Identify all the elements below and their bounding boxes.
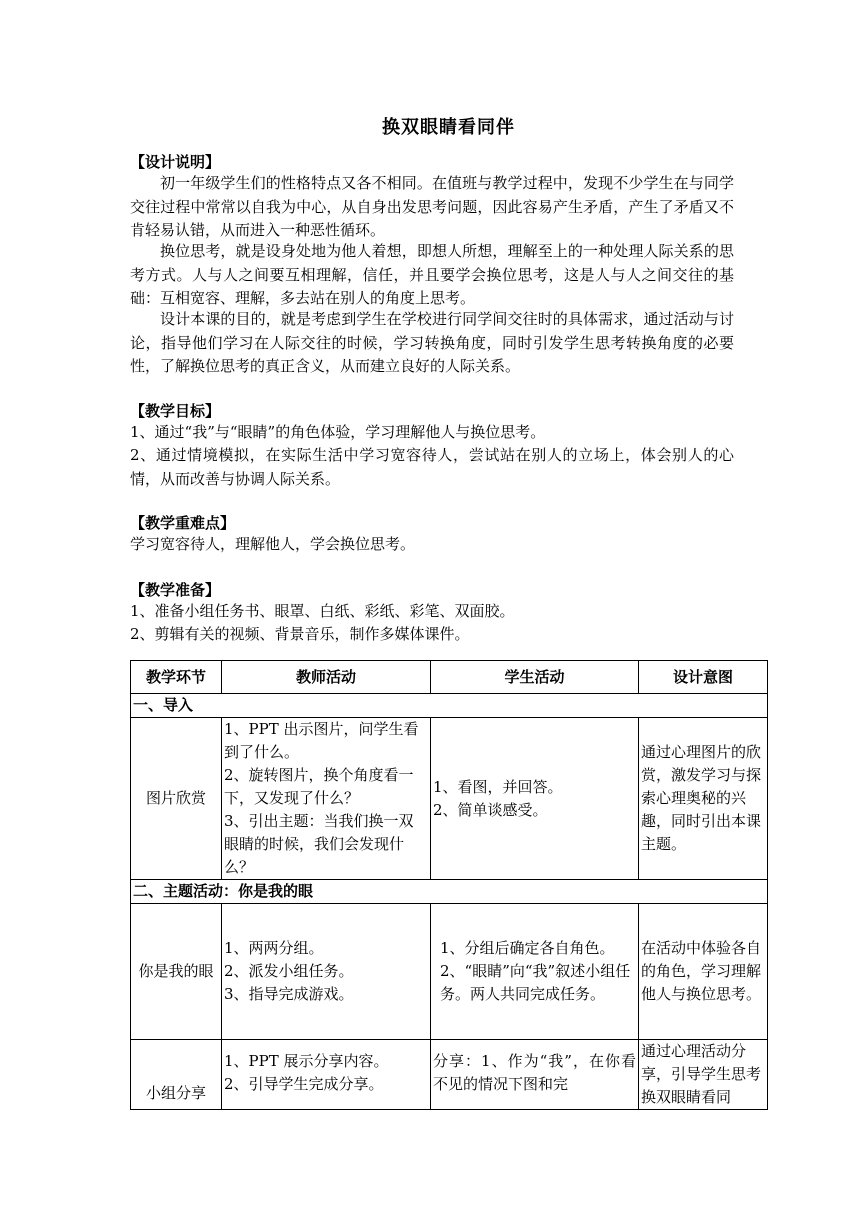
- student-line: 2、“眼睛”向“我”叙述小组任务。两人共同完成任务。: [440, 962, 631, 1003]
- teacher-line: 1、PPT 出示图片，问学生看到了什么。: [224, 720, 419, 761]
- table-row: [131, 718, 768, 880]
- key-points-heading: 【教学重难点】: [130, 514, 236, 532]
- section-row-main-activity: [131, 880, 768, 904]
- prep-item-2: 2、剪辑有关的视频、背景音乐，制作多媒体课件。: [130, 625, 470, 643]
- student-line: 1、看图，并回答。: [433, 777, 563, 796]
- header-teacher: 教师活动: [222, 661, 431, 694]
- prep-heading: 【教学准备】: [130, 581, 221, 599]
- header-stage: 教学环节: [131, 661, 222, 694]
- student-cell: [431, 718, 639, 880]
- teacher-line: 3、指导完成游戏。: [224, 985, 354, 1003]
- intent-cell: 在活动中体验各自的角色，学习理解他人与换位思考。: [639, 904, 768, 1040]
- header-student: 学生活动: [431, 661, 639, 694]
- stage-cell: 图片欣赏: [131, 718, 222, 880]
- section-label-intro: 一、导入: [131, 694, 768, 718]
- teacher-line: 2、旋转图片，换个角度看一下，又发现了什么？: [224, 766, 414, 807]
- stage-cell: 小组分享: [131, 1040, 222, 1110]
- design-note-paragraph-2: 换位思考，就是设身处地为他人着想，即想人所想，理解至上的一种处理人际关系的思考方式。人与人之间要互相理解，信任，并且要学会换位思考，这是人与人之间交往的基础：互相宽容、理解，多去站在别人的角度上思考。: [130, 242, 734, 307]
- section-label-main-activity: 二、主题活动：你是我的眼: [131, 880, 768, 904]
- design-note-paragraph-3: 设计本课的目的，就是考虑到学生在学校进行同学间交往时的具体需求，通过活动与讨论，指导他们学习在人际交往的时候，学习转换角度，同时引发学生思考转换角度的必要性，了解换位思考的真正含义，从而建立良好的人际关系。: [130, 310, 734, 375]
- teacher-cell: [222, 1040, 431, 1110]
- header-intent: 设计意图: [639, 661, 768, 694]
- table-row: [131, 904, 768, 1040]
- design-note-paragraph-1: 初一年级学生们的性格特点又各不相同。在值班与教学过程中，发现不少学生在与同学交往过程中常常以自我为中心，从自身出发思考问题，因此容易产生矛盾，产生了矛盾又不肯轻易认错，从而进入一种恶性循环。: [130, 174, 734, 239]
- key-points-text: 学习宽容待人，理解他人，学会换位思考。: [130, 535, 416, 553]
- intent-cell: 通过心理图片的欣赏，激发学习与探索心理奥秘的兴趣，同时引出本课主题。: [639, 718, 768, 880]
- student-cell: [431, 904, 639, 1040]
- stage-cell: 你是我的眼: [131, 904, 222, 1040]
- goals-heading: 【教学目标】: [130, 402, 221, 420]
- table-row: [131, 1040, 768, 1110]
- intent-cell: 通过心理活动分享，引导学生思考换双眼睛看同: [639, 1040, 768, 1110]
- teacher-line: 2、派发小组任务。: [224, 962, 354, 980]
- student-line: 1、分组后确定各自角色。: [440, 939, 615, 957]
- prep-item-1: 1、准备小组任务书、眼罩、白纸、彩纸、彩笔、双面胶。: [130, 602, 515, 620]
- goal-item-2: 2、通过情境模拟，在实际生活中学习宽容待人，尝试站在别人的立场上，体会别人的心情，从而改善与协调人际关系。: [130, 446, 734, 488]
- student-line: 2、简单谈感受。: [433, 800, 548, 819]
- teacher-line: 1、两两分组。: [224, 939, 324, 957]
- design-note-heading: 【设计说明】: [130, 153, 221, 171]
- teacher-cell: [222, 718, 431, 880]
- teacher-line: 3、引出主题：当我们换一双眼睛的时候，我们会发现什么？: [224, 812, 414, 876]
- student-cell: 分享：1、作为“我”，在你看不见的情况下图和完: [431, 1040, 639, 1110]
- teacher-line: 1、PPT 展示分享内容。: [224, 1052, 389, 1070]
- document-title: 换双眼睛看同伴: [382, 117, 515, 138]
- table-header-row: [131, 661, 768, 694]
- goal-item-1: 1、通过“我”与“眼睛”的角色体验，学习理解他人与换位思考。: [130, 423, 546, 441]
- teacher-line: 2、引导学生完成分享。: [224, 1075, 384, 1093]
- lesson-plan-table: [130, 660, 768, 1110]
- section-row-intro: [131, 694, 768, 718]
- teacher-cell: [222, 904, 431, 1040]
